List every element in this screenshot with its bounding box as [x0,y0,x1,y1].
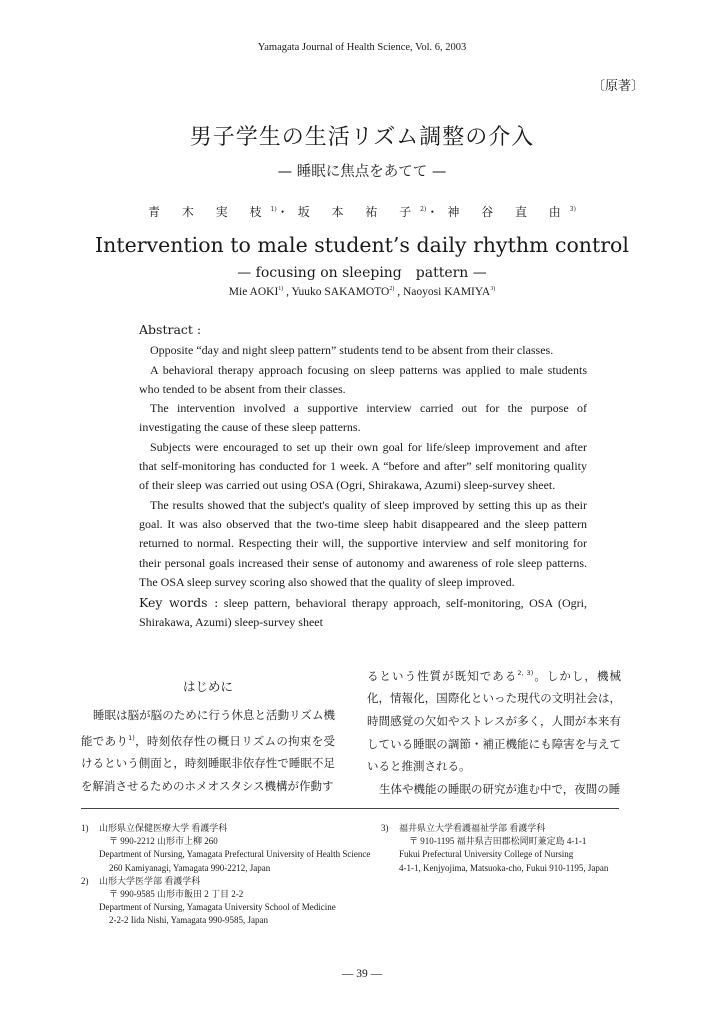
author-ja-1-mark: 1) [270,206,277,213]
journal-header: Yamagata Journal of Health Science, Vol. 6, 2003 [257,42,467,53]
footnote-line: 山形大学医学部 看護学科 [99,875,201,886]
body-paragraph [367,662,621,778]
footnote-line: 2-2-2 Iida Nishi, Yamagata 990-9585, Japan [109,915,268,926]
footnote-line: 山形県立保健医療大学 看護学科 [99,823,228,833]
citation-mark: 1) [128,733,135,742]
authors-japanese [0,203,724,220]
keywords [139,593,587,633]
body-paragraph: 生体や機能の睡眠の研究が進む中で，夜間の睡 [379,781,621,796]
page-number: — 39 — [341,968,383,980]
author-ja-sep: ・ [276,205,298,219]
footnote-line: 260 Kamiyanagi, Yamagata 990-2212, Japan [109,862,271,873]
author-ja-3-mark: 3) [569,206,576,213]
footnote-1 [81,822,371,835]
abstract-heading: Abstract : [139,322,202,337]
body-column-left [81,704,335,797]
footnote-line: 〒 990-9585 山形市飯田 2 丁目 2-2 [109,889,244,900]
footnotes-left [81,822,371,928]
abstract [139,320,587,633]
article-type-label: 〔原著〕 [591,79,644,94]
abstract-paragraph: Subjects were encouraged to set up their own goal for life/sleep improvement and after that self-monitoring has conducted for 1 week. A “before and after” self monitoring quality of their sleep was carried out using OSA (Ogri, Shirakawa, Azumi) sleep-survey sheet. [139,439,587,493]
subtitle-japanese: — 睡眠に焦点をあてて — [277,164,447,180]
author-ja-sep: ・ [426,205,448,219]
author-en-2-mark: 2) [389,286,395,293]
body-text: るという性質が既知である [367,668,518,683]
footnote-2 [81,875,371,888]
footnote-line: 4-1-1, Kenjyojima, Matsuoka-cho, Fukui 910-1195, Japan [399,862,609,873]
author-ja-2: 坂 本 祐 子 [297,205,421,219]
keywords-label: Key words : [139,595,219,611]
author-en-1: Mie AOKI [228,286,279,298]
section-heading-introduction: はじめに [182,679,233,694]
footnotes-right [381,822,621,875]
footnote-line: 福井県立大学看護福祉学部 看護学科 [399,823,546,833]
title-japanese: 男子学生の生活リズム調整の介入 [189,125,535,150]
abstract-paragraph: A behavioral therapy approach focusing on sleep patterns was applied to male students who tended to be absent from their classes. [139,362,587,396]
footnote-line: Department of Nursing, Yamagata Prefectural University of Health Science [99,849,371,860]
citation-mark: 2, 3) [517,669,534,677]
author-en-3-mark: 3) [490,286,496,293]
abstract-paragraph: The intervention involved a supportive interview carried out for the purpose of investigating the cause of these sleep patterns. [139,401,587,435]
abstract-paragraph: The results showed that the subject's quality of sleep improved by setting this up as their goal. It was also observed that the two-time sleep habit disappeared and the sleep pattern returned to normal. Respecting their will, the supportive interview and self monitoring for their personal goals increased their sense of autonomy and awareness of role sleep patterns. The OSA sleep survey scoring also showed that the quality of sleep improved. [139,497,587,589]
author-en-2: , Yuuko SAKAMOTO [283,286,390,298]
authors-english [0,286,724,298]
footnote-number: 2) [81,875,89,886]
subtitle-english: — focusing on sleeping pattern — [237,265,487,281]
body-text: 。しかし，機械化，情報化，国際化といった現代の文明社会は，時間感覚の欠如やストレスが多く，人間が本来有している睡眠の調節・補正機能にも障害を与えていると推測される。 [367,668,621,774]
footnote-number: 3) [381,823,389,833]
footnote-line: 〒 910-1195 福井県吉田郡松岡町兼定島 4-1-1 [409,836,587,847]
footnote-line: Fukui Prefectural University College of Nursing [399,849,574,860]
body-paragraph [81,704,335,797]
footnote-number: 1) [81,823,89,833]
footnote-line: Department of Nursing, Yamagata University School of Medicine [99,902,336,913]
author-en-1-mark: 1) [278,286,284,293]
title-english: Intervention to male student’s daily rhythm control [95,233,629,257]
footnote-line: 〒 990-2212 山形市上柳 260 [109,836,218,847]
footnote-divider [81,808,619,809]
footnote-3 [381,822,621,835]
body-text: ，時刻依存性の概日リズムの拘束を受けるという側面と，時刻睡眠非依存性で睡眠不足を解消させるためのホメオスタシス機構が作動す [81,733,335,793]
author-ja-1: 青 木 実 枝 [148,205,271,219]
body-text: 睡眠は脳が脳のために行う休息と活動リズム機能であり [81,708,335,748]
author-ja-2-mark: 2) [420,206,427,213]
keywords-text: sleep pattern, behavioral therapy approach, self-monitoring, OSA (Ogri, Shirakawa, Azumi) sleep-survey sheet [139,596,587,630]
author-en-3: , Naoyosi KAMIYA [394,286,491,298]
body-column-right [367,662,621,800]
abstract-paragraph: Opposite “day and night sleep pattern” students tend to be absent from their classes. [150,343,554,358]
author-ja-3: 神 谷 直 由 [447,205,570,219]
